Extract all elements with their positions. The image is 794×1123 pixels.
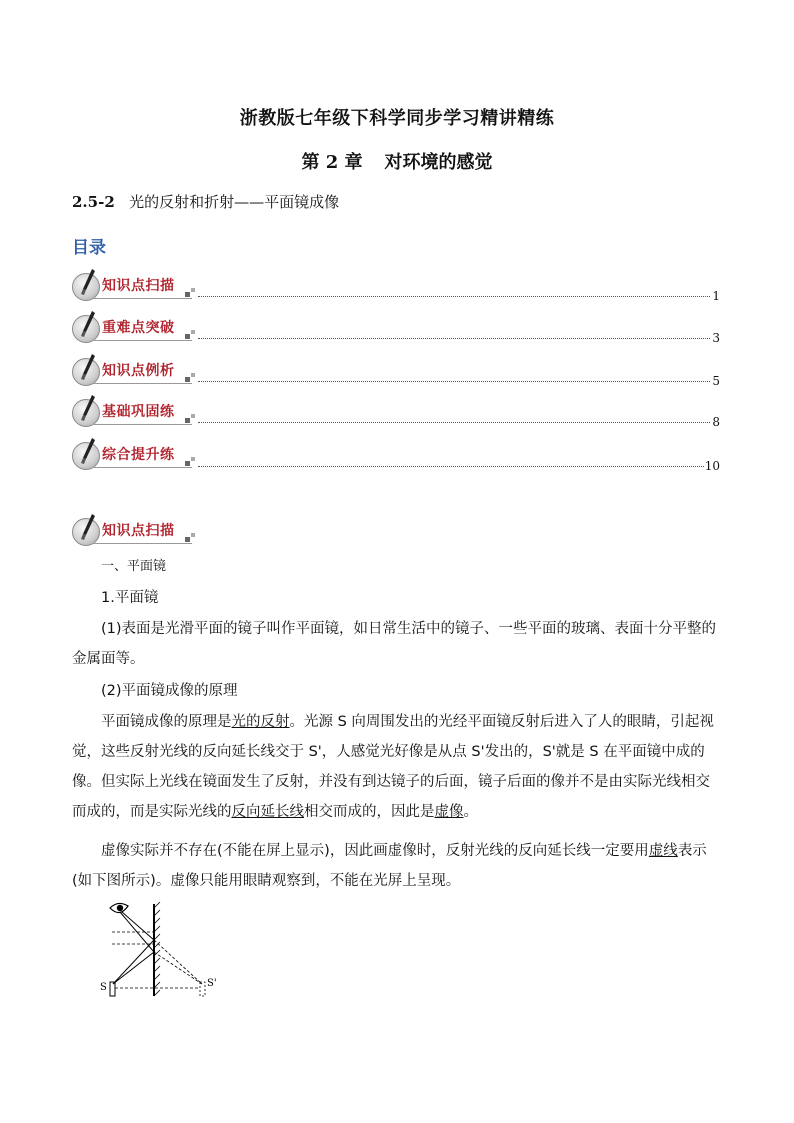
toc-item-label: 知识点例析 <box>102 363 175 379</box>
chapter-name: 对环境的感觉 <box>384 152 493 173</box>
toc-page-number: 3 <box>712 331 720 345</box>
section-name: 光的反射和折射——平面镜成像 <box>129 193 340 211</box>
brush-icon <box>78 394 98 424</box>
toc-item-advanced-practice[interactable] <box>72 440 196 470</box>
underlined-term: 虚像 <box>434 804 464 820</box>
section-number: 2.5-2 <box>72 193 115 211</box>
document-title: 浙教版七年级下科学同步学习精讲精练 <box>239 108 555 129</box>
brush-icon <box>78 268 98 298</box>
brush-icon <box>78 353 98 383</box>
image-s-prime <box>200 982 205 996</box>
toc-item-examples[interactable] <box>72 356 196 386</box>
brush-icon <box>78 437 98 467</box>
underlined-term: 反向延长线 <box>231 804 304 820</box>
toc-page-number: 1 <box>712 289 720 303</box>
subheading-principle: (2)平面镜成像的原理 <box>101 683 238 699</box>
chapter-number: 第 2 章 <box>301 152 363 173</box>
chapter-title <box>0 148 794 174</box>
toc-page-number: 5 <box>712 374 720 388</box>
toc-item-basic-practice[interactable] <box>72 397 196 427</box>
toc-item-knowledge-scan[interactable] <box>72 271 196 301</box>
heading-plane-mirror: 一、平面镜 <box>101 559 167 574</box>
eye-icon <box>110 903 128 912</box>
paragraph-principle: 平面镜成像的原理是光的反射。光源 S 向周围发出的光经平面镜反射后进入了人的眼睛，引起视觉，这些反射光线的反向延长线交于 S'，人感觉光好像是从点 S'发出的，S'就是 S 在平面镜中成的像。但实际上光线在镜面发生了反射，并没有到达镜子的后面，镜子后面的像并不是由实际光线相交而成的，而是实际光线的反向延长线相交而成的，因此是虚像。 <box>72 714 714 820</box>
toc-page-number: 10 <box>704 459 720 473</box>
toc-item-label: 综合提升练 <box>102 447 175 463</box>
section-badge-label: 知识点扫描 <box>102 523 175 539</box>
subheading-plane-mirror: 1.平面镜 <box>101 590 159 606</box>
object-s <box>110 982 115 996</box>
toc-title: 目录 <box>72 238 106 258</box>
brush-icon <box>78 513 98 543</box>
toc-leader-dots <box>198 381 710 382</box>
underlined-term: 虚线 <box>648 843 678 859</box>
section-heading <box>72 191 339 212</box>
plane-mirror-diagram <box>98 898 228 1002</box>
section-badge-knowledge-scan <box>72 516 196 546</box>
brush-icon <box>78 310 98 340</box>
underlined-term: 光的反射 <box>231 714 290 730</box>
toc-item-label: 重难点突破 <box>102 320 175 336</box>
toc-item-label: 基础巩固练 <box>102 404 175 420</box>
toc-leader-dots <box>198 422 710 423</box>
paragraph-definition: (1)表面是光滑平面的镜子叫作平面镜，如日常生活中的镜子、一些平面的玻璃、表面十分平整的金属面等。 <box>72 621 717 667</box>
toc-leader-dots <box>198 338 710 339</box>
label-s: S <box>100 982 107 993</box>
paragraph-virtual-image: 虚像实际并不存在(不能在屏上显示)，因此画虚像时，反射光线的反向延长线一定要用虚线表示(如下图所示)。虚像只能用眼睛观察到，不能在光屏上呈现。 <box>72 843 707 889</box>
label-s-prime: S' <box>207 978 217 989</box>
toc-leader-dots <box>198 296 710 297</box>
toc-item-difficulty[interactable] <box>72 313 196 343</box>
toc-leader-dots <box>198 466 704 467</box>
toc-page-number: 8 <box>712 415 720 429</box>
toc-item-label: 知识点扫描 <box>102 278 175 294</box>
